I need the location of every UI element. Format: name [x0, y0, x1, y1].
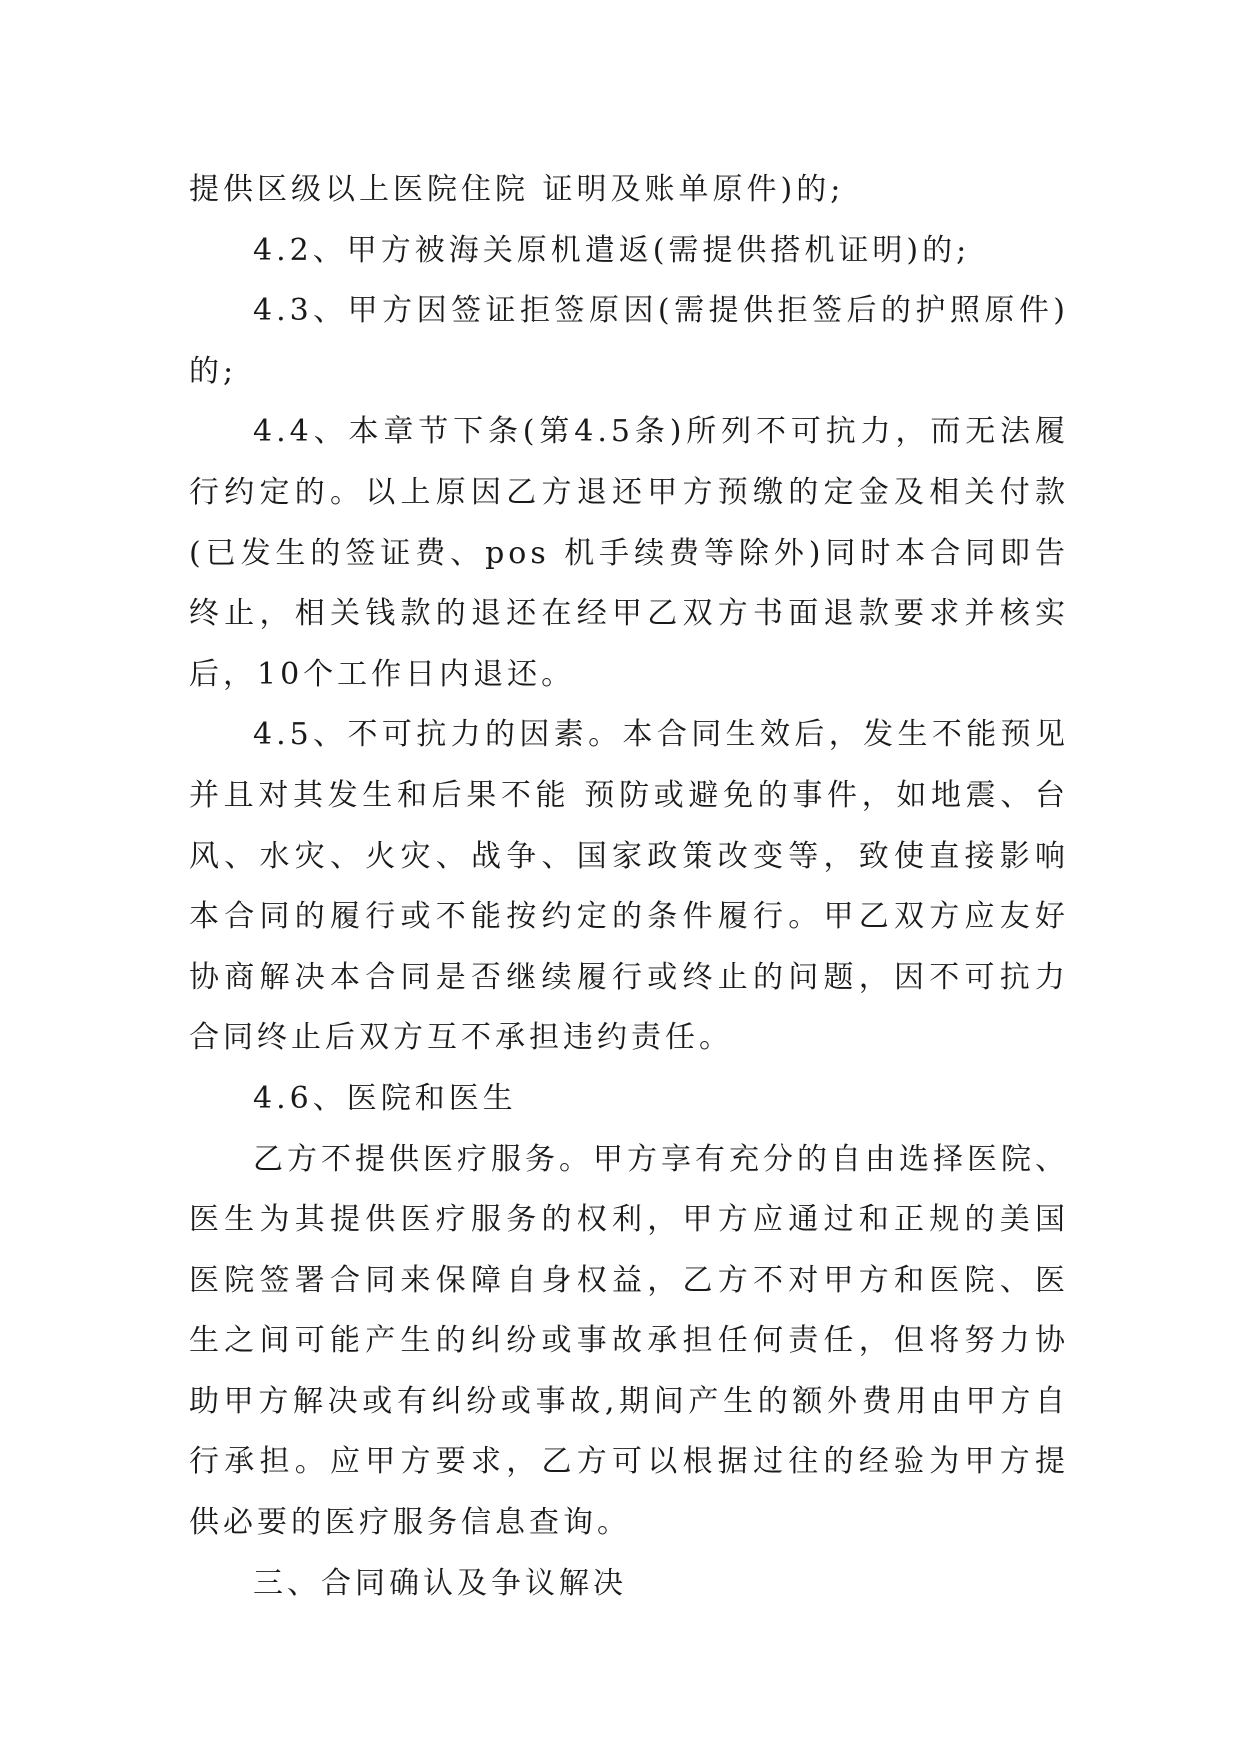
heading-4-6: 4.6、医院和医生	[253, 1080, 517, 1116]
paragraph-4-4: 4.4、本章节下条(第4.5条)所列不可抗力，而无法履行约定的。以上原因乙方退还甲方预缴的定金及相关付款(已发生的签证费、pos 机手续费等除外)同时本合同即告终止，相关钱款的退还在经甲乙双方书面退款要求并核实后，10个工作日内退还。	[189, 414, 1069, 692]
document-body	[189, 160, 1069, 1614]
paragraph-4-3: 4.3、甲方因签证拒签原因(需提供拒签后的护照原件)的;	[189, 293, 1069, 389]
paragraph-4-6-body: 乙方不提供医疗服务。甲方享有充分的自由选择医院、医生为其提供医疗服务的权利，甲方应通过和正规的美国医院签署合同来保障自身权益，乙方不对甲方和医院、医生之间可能产生的纠纷或事故承担任何责任，但将努力协助甲方解决或有纠纷或事故,期间产生的额外费用由甲方自行承担。应甲方要求，乙方可以根据过往的经验为甲方提供必要的医疗服务信息查询。	[189, 1141, 1069, 1541]
paragraph-continuation: 提供区级以上医院住院 证明及账单原件)的;	[189, 172, 845, 207]
paragraph-4-5: 4.5、不可抗力的因素。本合同生效后，发生不能预见并且对其发生和后果不能 预防或避免的事件，如地震、台风、水灾、火灾、战争、国家政策改变等，致使直接影响本合同的履行或不能按约定的条件履行。甲乙双方应友好协商解决本合同是否继续履行或终止的问题，因不可抗力合同终止后双方互不承担违约责任。	[189, 717, 1069, 1056]
section-heading-3: 三、合同确认及争议解决	[253, 1565, 627, 1601]
paragraph-4-2: 4.2、甲方被海关原机遣返(需提供搭机证明)的;	[253, 232, 971, 268]
